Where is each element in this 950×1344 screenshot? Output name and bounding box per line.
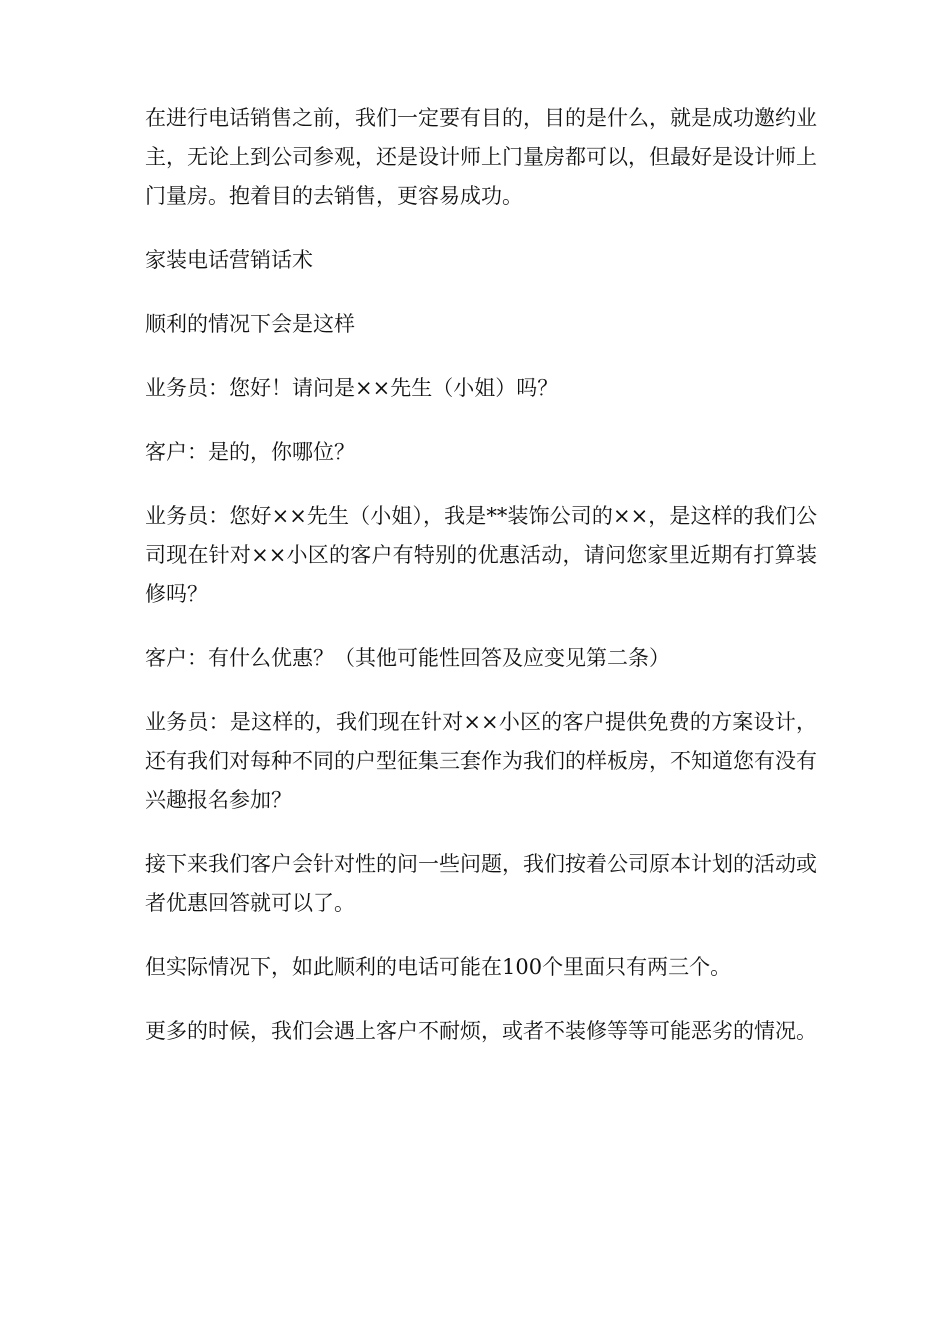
dialogue-line: 客户：是的，你哪位？: [145, 440, 355, 464]
paragraph-reality: 但实际情况下，如此顺利的电话可能在100个里面只有两三个。: [145, 955, 732, 979]
document-body: [145, 99, 817, 1076]
dialogue-line: 客户：有什么优惠？（其他可能性回答及应变见第二条）: [145, 646, 670, 670]
dialogue-line: 业务员：您好××先生（小姐），我是**装饰公司的××，是这样的我们公司现在针对××小区的客户有特别的优惠活动，请问您家里近期有打算装修吗？: [145, 504, 817, 606]
heading-phone-script: 家装电话营销话术: [145, 248, 313, 272]
paragraph-intro: 在进行电话销售之前，我们一定要有目的，目的是什么，就是成功邀约业主，无论上到公司参观，还是设计师上门量房都可以，但最好是设计师上门量房。抱着目的去销售，更容易成功。: [145, 106, 817, 208]
paragraph-followup: 接下来我们客户会针对性的问一些问题，我们按着公司原本计划的活动或者优惠回答就可以了。: [145, 852, 817, 915]
dialogue-line: 业务员：是这样的，我们现在针对××小区的客户提供免费的方案设计，还有我们对每种不同的户型征集三套作为我们的样板房，不知道您有没有兴趣报名参加？: [145, 710, 817, 812]
paragraph-common-case: 更多的时候，我们会遇上客户不耐烦，或者不装修等等可能恶劣的情况。: [145, 1019, 817, 1043]
subheading-smooth-case: 顺利的情况下会是这样: [145, 312, 355, 336]
dialogue-line: 业务员：您好！请问是××先生（小姐）吗？: [145, 376, 559, 400]
